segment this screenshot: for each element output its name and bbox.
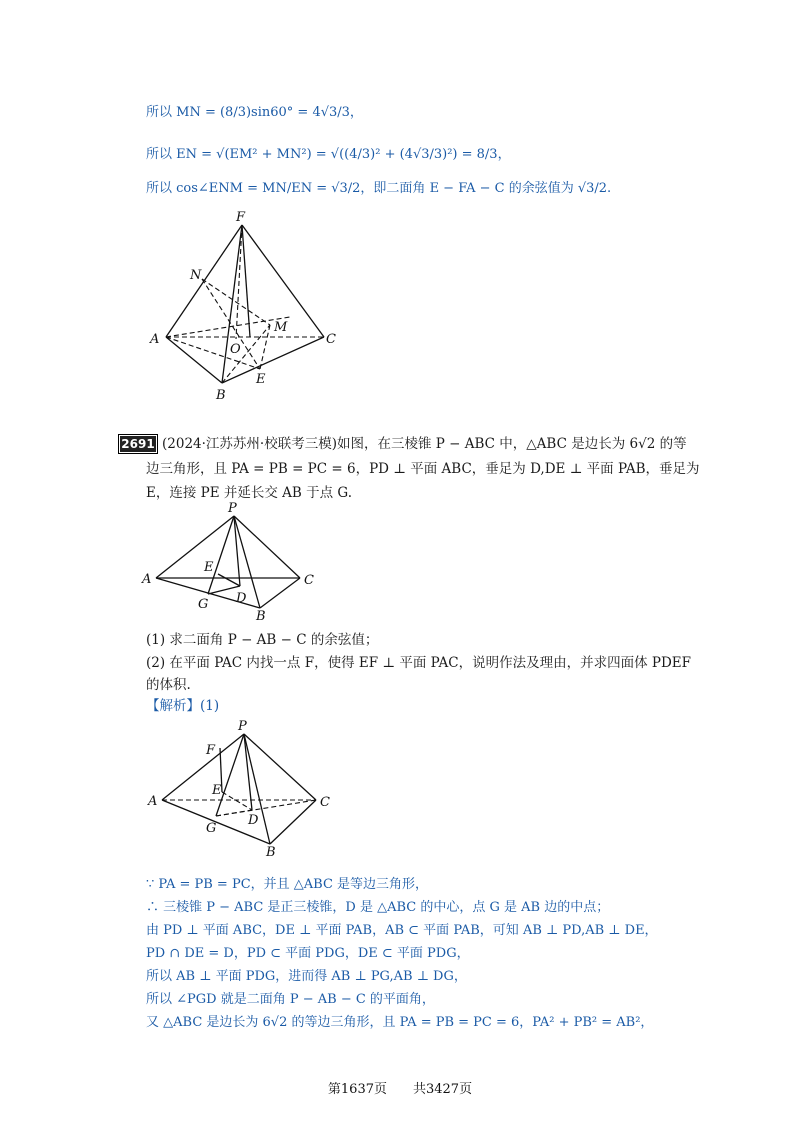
solution-line-en: 所以 EN = √(EM² + MN²) = √((4/3)² + (4√3/3)²) = 8/3， bbox=[146, 147, 511, 162]
label-a: A bbox=[142, 572, 152, 587]
analysis-tag: 【解析】 bbox=[146, 698, 200, 714]
analysis-heading bbox=[146, 697, 219, 715]
label-g: G bbox=[206, 821, 217, 836]
label-b: B bbox=[266, 845, 276, 860]
problem-line-2: 边三角形，且 PA = PB = PC = 6，PD ⊥ 平面 ABC，垂足为 D,DE ⊥ 平面 PAB，垂足为 bbox=[146, 461, 700, 477]
analysis-part: (1) bbox=[200, 698, 220, 714]
label-e: E bbox=[204, 560, 214, 575]
question-2-line-1: (2) 在平面 PAC 内找一点 F，使得 EF ⊥ 平面 PAC，说明作法及理由，并求四面体 PDEF bbox=[146, 655, 692, 671]
figure-pyramid-pabc-with-f bbox=[140, 716, 350, 860]
label-e: E bbox=[256, 372, 266, 387]
label-n: N bbox=[190, 268, 202, 283]
page-footer: 第1637页 共3427页 bbox=[327, 1082, 473, 1097]
label-c: C bbox=[304, 573, 314, 588]
solution-line-6: 所以 ∠PGD 就是二面角 P − AB − C 的平面角， bbox=[146, 992, 435, 1007]
question-1: (1) 求二面角 P − AB − C 的余弦值； bbox=[146, 632, 379, 648]
label-e: E bbox=[212, 783, 222, 798]
label-f: F bbox=[236, 210, 246, 225]
solution-line-cos: 所以 cos∠ENM = MN/EN = √3/2，即二面角 E − FA − C 的余弦值为 √3/2. bbox=[146, 181, 612, 196]
problem-line-3: E，连接 PE 并延长交 AB 于点 G. bbox=[146, 485, 353, 501]
solution-line-3: 由 PD ⊥ 平面 ABC，DE ⊥ 平面 PAB，AB ⊂ 平面 PAB，可知 AB ⊥ PD,AB ⊥ DE， bbox=[146, 923, 658, 938]
problem-line-1: (2024·江苏苏州·校联考三模)如图，在三棱锥 P − ABC 中，△ABC 是边长为 6√2 的等 bbox=[162, 436, 687, 452]
label-d: D bbox=[236, 591, 247, 606]
label-p: P bbox=[238, 719, 247, 734]
solution-line-7: 又 △ABC 是边长为 6√2 的等边三角形，且 PA = PB = PC = 6，PA² + PB² = AB²， bbox=[146, 1015, 654, 1030]
label-c: C bbox=[320, 795, 330, 810]
figure-pyramid-pabc bbox=[140, 498, 340, 624]
label-f: F bbox=[206, 743, 216, 758]
label-b: B bbox=[216, 388, 226, 403]
solution-line-mn: 所以 MN = (8/3)sin60° = 4√3/3， bbox=[146, 105, 363, 120]
label-m: M bbox=[274, 320, 288, 335]
solution-line-4: PD ∩ DE = D，PD ⊂ 平面 PDG，DE ⊂ 平面 PDG， bbox=[146, 946, 470, 961]
label-c: C bbox=[326, 332, 336, 347]
solution-line-2: ∴ 三棱锥 P − ABC 是正三棱锥，D 是 △ABC 的中心，点 G 是 AB 边的中点； bbox=[146, 900, 610, 915]
label-p: P bbox=[228, 501, 237, 516]
label-d: D bbox=[248, 813, 259, 828]
solution-line-5: 所以 AB ⊥ 平面 PDG，进而得 AB ⊥ PG,AB ⊥ DG， bbox=[146, 969, 467, 984]
label-g: G bbox=[198, 597, 209, 612]
label-a: A bbox=[150, 332, 160, 347]
solution-line-1: ∵ PA = PB = PC，并且 △ABC 是等边三角形， bbox=[146, 877, 429, 892]
label-b: B bbox=[256, 609, 266, 624]
figure-pyramid-fabc bbox=[140, 205, 360, 405]
label-o: O bbox=[230, 342, 241, 357]
label-a: A bbox=[148, 794, 158, 809]
question-2-line-2: 的体积. bbox=[146, 677, 191, 693]
problem-number-badge: 2691 bbox=[118, 434, 158, 454]
